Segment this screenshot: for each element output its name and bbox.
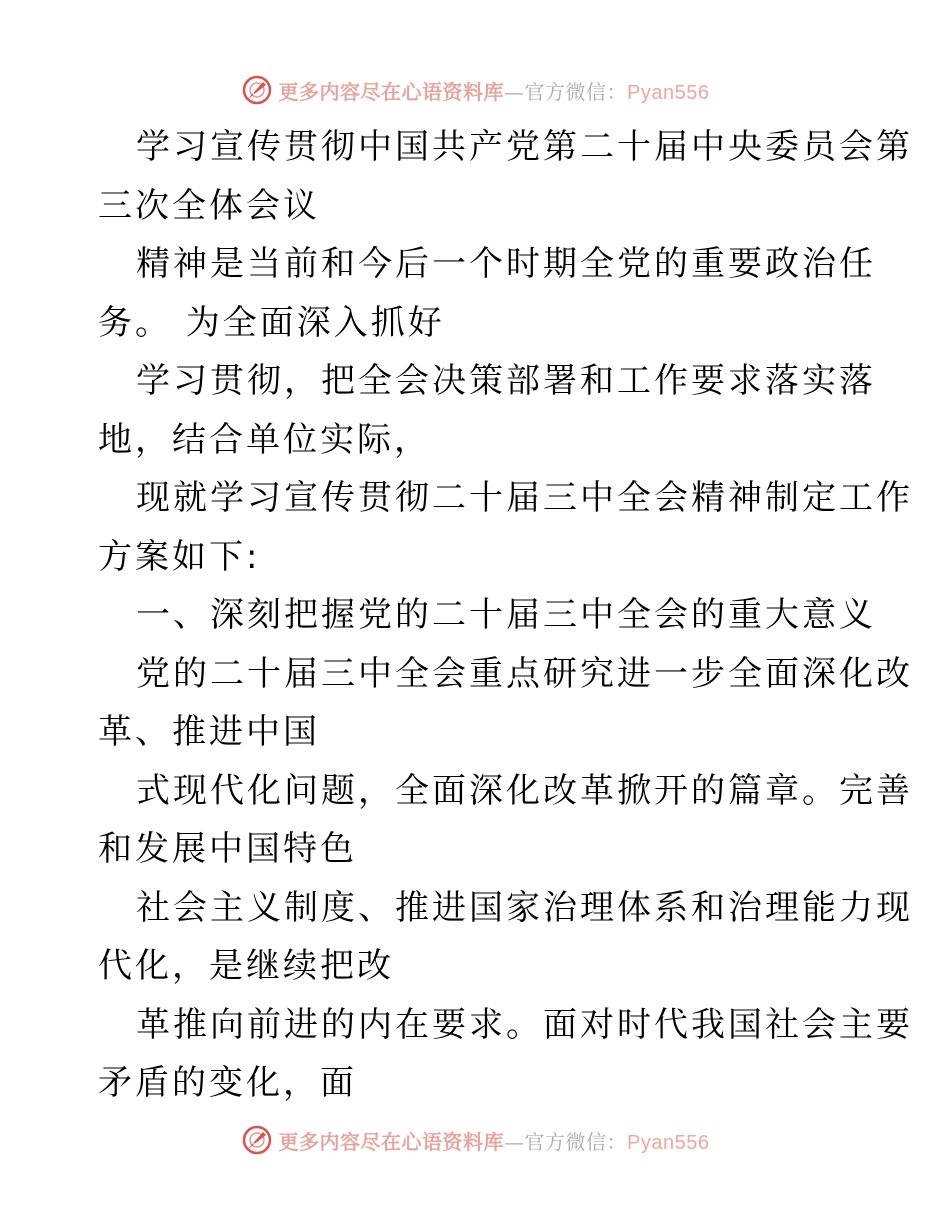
- watermark-main-text: 更多内容尽在心语资料库: [278, 79, 505, 104]
- text-line: 党的二十届三中全会重点研究进一步全面深化改: [136, 653, 913, 694]
- watermark-wechat-label: 官方微信：: [524, 79, 628, 104]
- text-line: 代化，是继续把改: [98, 946, 394, 986]
- text-line: 地，结合单位实际，: [98, 419, 431, 460]
- feather-circle-logo-icon: [241, 1124, 273, 1156]
- text-line: 式现代化问题，全面深化改革掀开的篇章。完善: [136, 770, 913, 811]
- text-line: 方案如下:: [98, 536, 261, 577]
- text-line: 矛盾的变化，面: [98, 1063, 357, 1103]
- text-line: 精神是当前和今后一个时期全党的重要政治任: [136, 244, 876, 284]
- text-line: 务。 为全面深入抓好: [98, 302, 445, 343]
- text-line: 革推向前进的内在要求。面对时代我国社会主要: [136, 1004, 913, 1045]
- text-line: 革、推进中国: [98, 712, 320, 752]
- watermark-dash: —: [504, 1129, 525, 1154]
- text-line: 社会主义制度、推进国家治理体系和治理能力现: [136, 887, 913, 928]
- watermark-dash: —: [504, 79, 525, 104]
- document-body: [98, 118, 913, 1113]
- watermark-wechat-id: Pyan556: [627, 81, 710, 104]
- watermark-text: [279, 1126, 710, 1155]
- header-watermark: [0, 70, 950, 110]
- footer-watermark: [0, 1120, 950, 1160]
- text-line: 现就学习宣传贯彻二十届三中全会精神制定工作: [136, 478, 913, 518]
- text-line: 和发展中国特色: [98, 829, 357, 869]
- feather-circle-logo-icon: [241, 74, 273, 106]
- text-line: 学习贯彻，把全会决策部署和工作要求落实落: [136, 361, 876, 401]
- watermark-wechat-id: Pyan556: [627, 1131, 710, 1154]
- watermark-text: [279, 76, 710, 105]
- watermark-main-text: 更多内容尽在心语资料库: [278, 1129, 505, 1154]
- text-line: 三次全体会议: [98, 185, 320, 226]
- text-line: 一、深刻把握党的二十届三中全会的重大意义: [136, 595, 876, 635]
- text-line: 学习宣传贯彻中国共产党第二十届中央委员会第: [136, 127, 913, 167]
- watermark-wechat-label: 官方微信：: [524, 1129, 628, 1154]
